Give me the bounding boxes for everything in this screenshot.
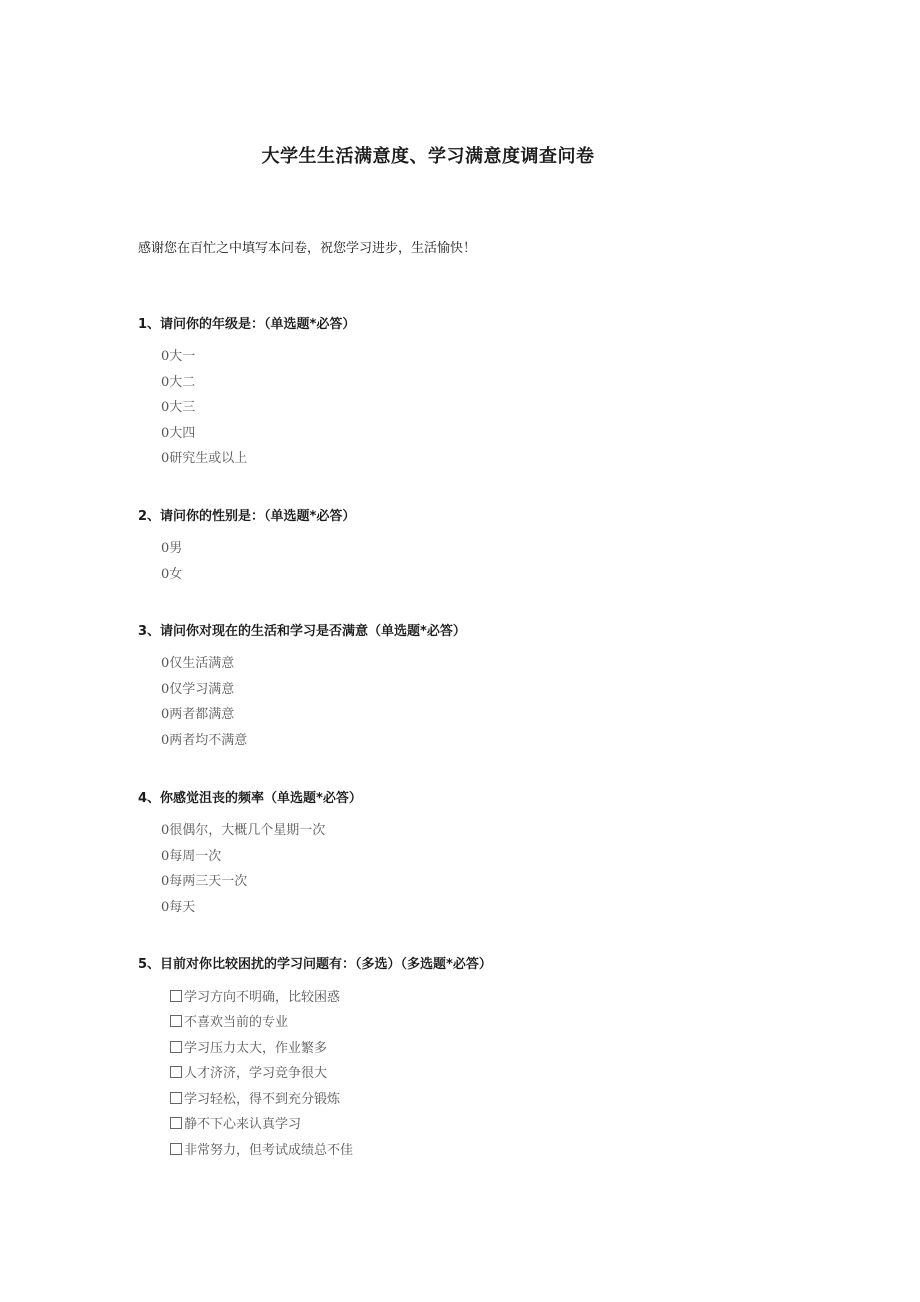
option-label: 女 [169, 567, 183, 582]
q4-option-2[interactable] [161, 845, 221, 864]
question-5-title: 5、目前对你比较困扰的学习问题有：（多选）（多选题*必答） [138, 957, 492, 972]
survey-intro: 感谢您在百忙之中填写本问卷，祝您学习进步，生活愉快！ [138, 241, 477, 256]
radio-marker[interactable]: 0 [161, 426, 170, 441]
option-label: 研究生或以上 [169, 451, 248, 466]
q5-option-2[interactable] [170, 1011, 288, 1030]
option-label: 学习压力太大，作业繁多 [184, 1041, 328, 1056]
question-3-title: 3、请问你对现在的生活和学习是否满意（单选题*必答） [138, 624, 466, 639]
q1-option-1[interactable] [161, 345, 195, 364]
checkbox[interactable] [170, 1143, 182, 1155]
checkbox[interactable] [170, 990, 182, 1002]
radio-marker[interactable]: 0 [161, 874, 170, 889]
option-label: 每天 [169, 900, 196, 915]
checkbox[interactable] [170, 1117, 182, 1129]
option-label: 非常努力，但考试成绩总不佳 [184, 1143, 354, 1158]
q5-option-3[interactable] [170, 1037, 327, 1056]
option-label: 两者都满意 [169, 707, 235, 722]
option-label: 学习方向不明确，比较困惑 [184, 990, 341, 1005]
question-2-title: 2、请问你的性别是：（单选题*必答） [138, 509, 356, 524]
radio-marker[interactable]: 0 [161, 375, 170, 390]
q3-option-3[interactable] [161, 703, 234, 722]
option-label: 两者均不满意 [169, 733, 248, 748]
radio-marker[interactable]: 0 [161, 733, 170, 748]
q1-option-2[interactable] [161, 371, 195, 390]
question-1-title: 1、请问你的年级是：（单选题*必答） [138, 317, 356, 332]
question-4-title: 4、你感觉沮丧的频率（单选题*必答） [138, 791, 362, 806]
option-label: 大三 [169, 400, 196, 415]
q5-option-5[interactable] [170, 1088, 340, 1107]
option-label: 男 [169, 541, 183, 556]
option-label: 很偶尔，大概几个星期一次 [169, 823, 326, 838]
radio-marker[interactable]: 0 [161, 849, 170, 864]
q3-option-1[interactable] [161, 652, 234, 671]
option-label: 每周一次 [169, 849, 222, 864]
option-label: 不喜欢当前的专业 [184, 1015, 289, 1030]
radio-marker[interactable]: 0 [161, 349, 170, 364]
q1-option-3[interactable] [161, 396, 195, 415]
option-label: 仅学习满意 [169, 682, 235, 697]
radio-marker[interactable]: 0 [161, 707, 170, 722]
option-label: 人才济济，学习竞争很大 [184, 1066, 328, 1081]
q3-option-2[interactable] [161, 678, 234, 697]
option-label: 大一 [169, 349, 196, 364]
checkbox[interactable] [170, 1041, 182, 1053]
q4-option-3[interactable] [161, 870, 247, 889]
q5-option-4[interactable] [170, 1062, 327, 1081]
q3-option-4[interactable] [161, 729, 247, 748]
q5-option-6[interactable] [170, 1113, 301, 1132]
survey-title: 大学生生活满意度、学习满意度调查问卷 [261, 146, 595, 167]
option-label: 大四 [169, 426, 196, 441]
option-label: 学习轻松，得不到充分锻炼 [184, 1092, 341, 1107]
radio-marker[interactable]: 0 [161, 400, 170, 415]
option-label: 静不下心来认真学习 [184, 1117, 302, 1132]
radio-marker[interactable]: 0 [161, 567, 170, 582]
radio-marker[interactable]: 0 [161, 900, 170, 915]
option-label: 每两三天一次 [169, 874, 248, 889]
q2-option-1[interactable] [161, 537, 182, 556]
q4-option-1[interactable] [161, 819, 325, 838]
option-label: 大二 [169, 375, 196, 390]
q5-option-1[interactable] [170, 986, 340, 1005]
radio-marker[interactable]: 0 [161, 682, 170, 697]
radio-marker[interactable]: 0 [161, 656, 170, 671]
q1-option-5[interactable] [161, 447, 247, 466]
q5-option-7[interactable] [170, 1139, 353, 1158]
q2-option-2[interactable] [161, 563, 182, 582]
radio-marker[interactable]: 0 [161, 541, 170, 556]
radio-marker[interactable]: 0 [161, 451, 170, 466]
q1-option-4[interactable] [161, 422, 195, 441]
checkbox[interactable] [170, 1066, 182, 1078]
checkbox[interactable] [170, 1015, 182, 1027]
radio-marker[interactable]: 0 [161, 823, 170, 838]
q4-option-4[interactable] [161, 896, 195, 915]
checkbox[interactable] [170, 1092, 182, 1104]
option-label: 仅生活满意 [169, 656, 235, 671]
